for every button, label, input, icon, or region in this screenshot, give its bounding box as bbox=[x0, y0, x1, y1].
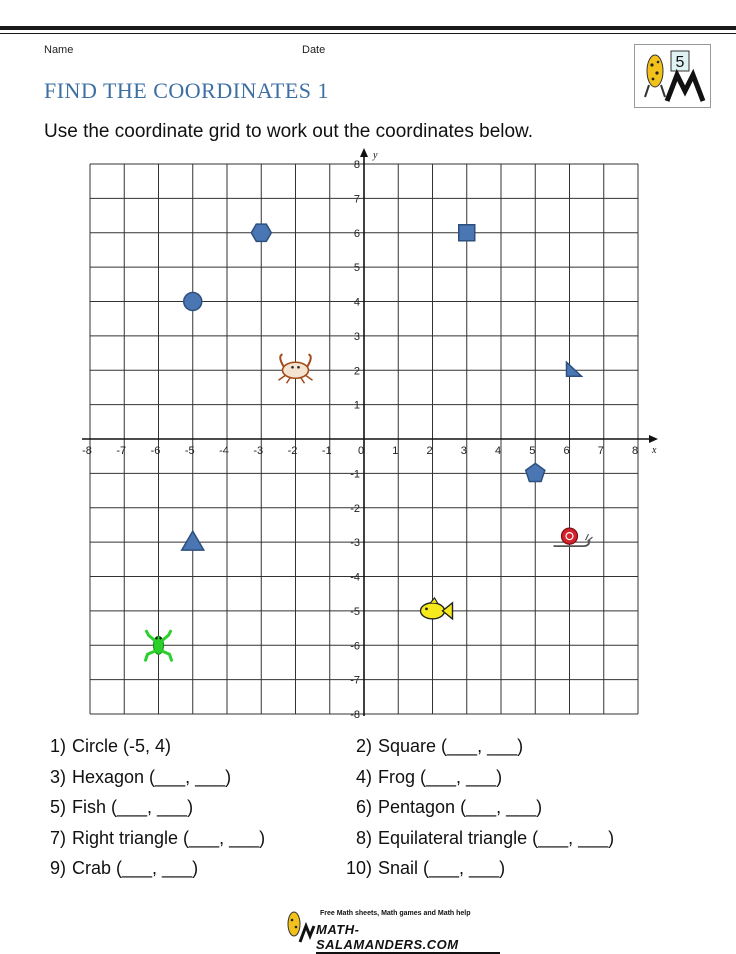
y-tick-label: -1 bbox=[350, 468, 360, 481]
page-title: FIND THE COORDINATES 1 bbox=[44, 78, 329, 103]
question-item bbox=[342, 828, 614, 849]
question-item bbox=[36, 797, 193, 818]
x-tick-label: 7 bbox=[597, 445, 604, 457]
question-item bbox=[36, 767, 231, 788]
question-number: 3) bbox=[49, 766, 66, 787]
x-tick-label: 4 bbox=[494, 445, 502, 457]
y-tick-label: 7 bbox=[353, 193, 360, 206]
y-tick-label: -6 bbox=[350, 640, 360, 653]
hexagon-shape bbox=[251, 224, 271, 241]
y-tick-label: -8 bbox=[350, 709, 360, 721]
question-number: 7) bbox=[49, 827, 66, 848]
question-item bbox=[36, 858, 198, 879]
question-item bbox=[36, 736, 171, 757]
x-tick-label: -3 bbox=[253, 445, 264, 457]
question-number: 6) bbox=[355, 797, 372, 817]
footer-salamander-icon bbox=[280, 908, 316, 944]
question-number: 4) bbox=[355, 766, 372, 787]
fish-icon bbox=[421, 598, 453, 619]
question-text: Fish (___, ___) bbox=[72, 797, 194, 817]
question-number: 10) bbox=[345, 858, 372, 878]
x-tick-label: 3 bbox=[460, 445, 467, 457]
x-tick-label: -6 bbox=[150, 445, 161, 457]
question-text: Crab (___, ___) bbox=[72, 858, 199, 878]
pentagon-shape bbox=[526, 463, 545, 481]
x-tick-label: 2 bbox=[426, 445, 433, 457]
question-number: 5) bbox=[49, 797, 66, 817]
x-tick-label: -5 bbox=[184, 445, 195, 457]
question-text: Equilateral triangle (___, ___) bbox=[378, 827, 615, 848]
question-text: Pentagon (___, ___) bbox=[378, 797, 543, 817]
x-tick-label: -4 bbox=[219, 445, 229, 457]
y-axis-arrow bbox=[360, 148, 368, 157]
square-shape bbox=[459, 225, 475, 241]
x-tick-label: 1 bbox=[392, 445, 399, 457]
question-item bbox=[36, 828, 265, 849]
question-number: 2) bbox=[355, 736, 372, 756]
question-text: Frog (___, ___) bbox=[378, 766, 503, 787]
question-text: Square (___, ___) bbox=[378, 736, 524, 756]
question-text: Hexagon (___, ___) bbox=[72, 766, 232, 787]
x-tick-label: -1 bbox=[321, 445, 332, 457]
question-text: Right triangle (___, ___) bbox=[72, 827, 266, 848]
y-tick-label: -4 bbox=[350, 571, 360, 584]
y-axis-label: y bbox=[373, 150, 378, 161]
y-tick-label: -2 bbox=[350, 502, 360, 515]
question-number: 8) bbox=[355, 827, 372, 848]
x-tick-label: -2 bbox=[287, 445, 298, 457]
question-text: Circle (-5, 4) bbox=[72, 736, 172, 756]
x-tick-label: 5 bbox=[529, 445, 536, 457]
x-tick-label: -7 bbox=[116, 445, 127, 457]
equilateral-triangle-shape bbox=[182, 531, 204, 550]
y-tick-label: 8 bbox=[353, 159, 360, 171]
y-tick-label: 1 bbox=[353, 399, 360, 412]
question-item bbox=[342, 767, 502, 788]
footer-logo bbox=[280, 908, 500, 952]
y-tick-label: 6 bbox=[353, 227, 360, 240]
y-tick-label: 4 bbox=[353, 296, 360, 309]
y-tick-label: 3 bbox=[353, 330, 360, 343]
question-number: 9) bbox=[49, 858, 66, 878]
right-triangle-shape bbox=[567, 362, 582, 376]
question-item bbox=[342, 858, 505, 879]
x-tick-label: 0 bbox=[357, 445, 365, 457]
y-tick-label: 2 bbox=[353, 365, 360, 378]
instruction-text: Use the coordinate grid to work out the coordinates below. bbox=[44, 121, 534, 142]
grade-badge: 5 bbox=[675, 54, 685, 71]
y-tick-label: -7 bbox=[350, 674, 360, 687]
x-tick-label: 6 bbox=[563, 445, 570, 457]
y-tick-label: 5 bbox=[353, 262, 360, 275]
footer-site: MATH-SALAMANDERS.COM bbox=[316, 922, 500, 954]
question-text: Snail (___, ___) bbox=[378, 858, 506, 878]
question-item bbox=[342, 797, 542, 818]
x-tick-label: 8 bbox=[631, 445, 639, 457]
name-label: Name bbox=[44, 44, 74, 56]
footer-tagline: Free Math sheets, Math games and Math help bbox=[320, 910, 471, 917]
question-number: 1) bbox=[49, 736, 66, 756]
x-tick-label: -8 bbox=[82, 445, 92, 457]
x-axis-arrow bbox=[649, 435, 658, 443]
date-label: Date bbox=[302, 44, 326, 56]
circle-shape bbox=[184, 293, 202, 311]
snail-icon bbox=[554, 528, 593, 546]
y-tick-label: -5 bbox=[350, 605, 360, 618]
question-item bbox=[342, 736, 523, 757]
y-tick-label: -3 bbox=[350, 537, 360, 550]
x-axis-label: x bbox=[652, 445, 657, 456]
